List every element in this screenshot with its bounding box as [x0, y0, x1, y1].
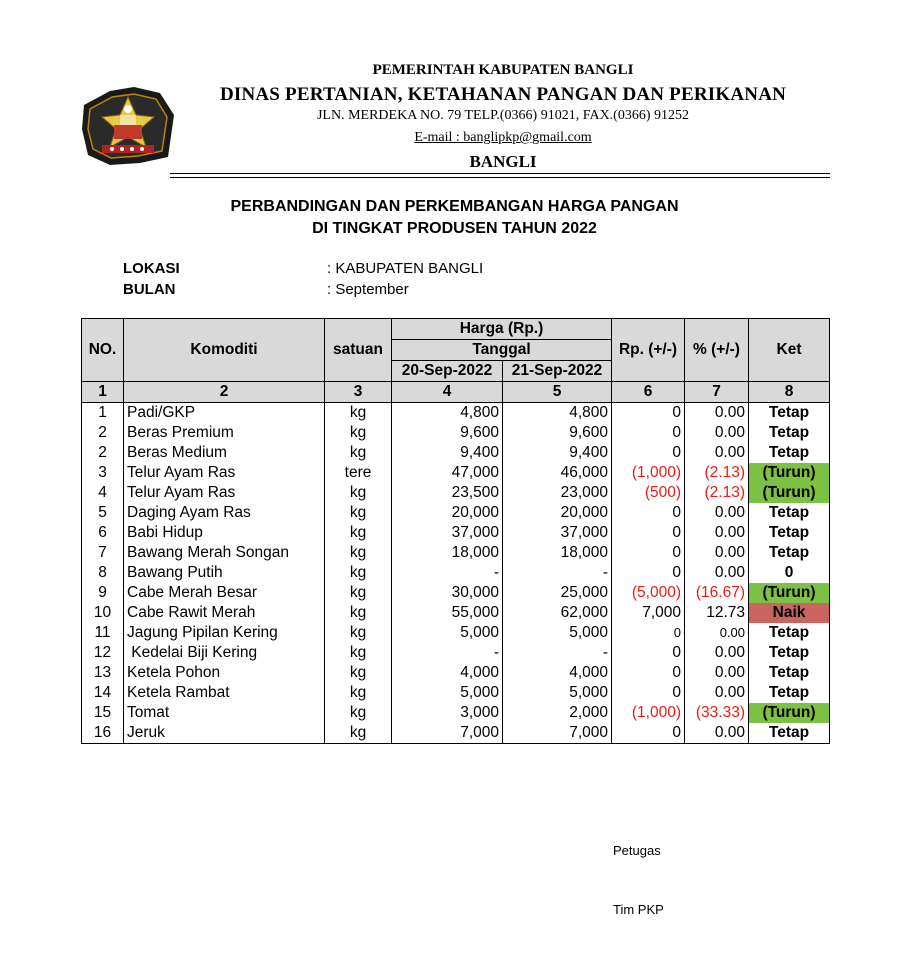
price-date2: 2,000 — [503, 703, 612, 723]
table-row — [82, 663, 830, 683]
price-date2: 20,000 — [503, 503, 612, 523]
price-date2: 9,400 — [503, 443, 612, 463]
unit: kg — [325, 683, 392, 703]
unit: kg — [325, 523, 392, 543]
price-change-rp: 0 — [612, 643, 685, 663]
unit: kg — [325, 583, 392, 603]
status-badge: Tetap — [749, 663, 830, 683]
table-row — [82, 423, 830, 443]
table-row — [82, 563, 830, 583]
status-badge: 0 — [749, 563, 830, 583]
price-date1: 47,000 — [392, 463, 503, 483]
price-date2: 23,000 — [503, 483, 612, 503]
unit: kg — [325, 643, 392, 663]
row-number: 3 — [82, 463, 124, 483]
bulan-value: : September — [327, 281, 409, 298]
commodity-name: Tomat — [124, 703, 325, 723]
price-change-pct: 12.73 — [685, 603, 749, 623]
price-change-pct: (2.13) — [685, 483, 749, 503]
table-row — [82, 483, 830, 503]
row-number: 7 — [82, 543, 124, 563]
price-date1: - — [392, 643, 503, 663]
status-badge: Tetap — [749, 723, 830, 744]
unit: kg — [325, 563, 392, 583]
price-change-pct: 0.00 — [685, 683, 749, 703]
status-badge: Tetap — [749, 423, 830, 443]
status-badge: Tetap — [749, 623, 830, 643]
price-change-pct: 0.00 — [685, 663, 749, 683]
row-number: 11 — [82, 623, 124, 643]
price-date2: 5,000 — [503, 683, 612, 703]
status-badge: Tetap — [749, 643, 830, 663]
header-komoditi: Komoditi — [124, 319, 325, 382]
price-comparison-table — [81, 318, 830, 744]
status-badge: Tetap — [749, 683, 830, 703]
commodity-name: Padi/GKP — [124, 403, 325, 424]
price-date1: 20,000 — [392, 503, 503, 523]
row-number: 2 — [82, 443, 124, 463]
table-row — [82, 643, 830, 663]
price-change-rp: 0 — [612, 723, 685, 744]
table-row — [82, 543, 830, 563]
row-number: 12 — [82, 643, 124, 663]
table-row — [82, 403, 830, 424]
table-row — [82, 583, 830, 603]
unit: tere — [325, 463, 392, 483]
table-row — [82, 683, 830, 703]
price-date1: - — [392, 563, 503, 583]
status-badge: Tetap — [749, 403, 830, 424]
department-name: DINAS PERTANIAN, KETAHANAN PANGAN DAN PERIKANAN — [219, 84, 787, 105]
price-change-rp: 0 — [612, 443, 685, 463]
commodity-name: Daging Ayam Ras — [124, 503, 325, 523]
tim-pkp-label: Tim PKP — [613, 902, 664, 917]
commodity-name: Jagung Pipilan Kering — [124, 623, 325, 643]
table-row — [82, 503, 830, 523]
commodity-name: Cabe Merah Besar — [124, 583, 325, 603]
price-date1: 4,800 — [392, 403, 503, 424]
table-row — [82, 603, 830, 623]
price-change-pct: 0.00 — [685, 503, 749, 523]
header-date1: 20-Sep-2022 — [392, 361, 503, 382]
column-number: 2 — [124, 382, 325, 403]
table-row — [82, 703, 830, 723]
city-name: BANGLI — [469, 152, 537, 171]
lokasi-label: LOKASI — [123, 260, 180, 277]
price-change-pct: 0.00 — [685, 543, 749, 563]
price-date1: 37,000 — [392, 523, 503, 543]
price-date1: 9,600 — [392, 423, 503, 443]
price-change-pct: 0.00 — [685, 723, 749, 744]
price-date2: 46,000 — [503, 463, 612, 483]
status-badge: (Turun) — [749, 463, 830, 483]
unit: kg — [325, 543, 392, 563]
commodity-name: Babi Hidup — [124, 523, 325, 543]
price-date2: 9,600 — [503, 423, 612, 443]
row-number: 8 — [82, 563, 124, 583]
price-change-rp: 0 — [612, 663, 685, 683]
unit: kg — [325, 603, 392, 623]
price-change-rp: (500) — [612, 483, 685, 503]
column-number-row — [82, 382, 830, 403]
letterhead-divider-thin — [170, 177, 830, 178]
report-title-line1: PERBANDINGAN DAN PERKEMBANGAN HARGA PANGAN — [230, 198, 679, 215]
row-number: 10 — [82, 603, 124, 623]
price-date1: 4,000 — [392, 663, 503, 683]
column-number: 1 — [82, 382, 124, 403]
price-date1: 55,000 — [392, 603, 503, 623]
row-number: 6 — [82, 523, 124, 543]
price-change-rp: (5,000) — [612, 583, 685, 603]
unit: kg — [325, 443, 392, 463]
price-change-rp: 0 — [612, 543, 685, 563]
table-row — [82, 463, 830, 483]
commodity-name: Ketela Rambat — [124, 683, 325, 703]
row-number: 13 — [82, 663, 124, 683]
price-date1: 3,000 — [392, 703, 503, 723]
price-change-rp: 0 — [612, 563, 685, 583]
unit: kg — [325, 663, 392, 683]
table-row — [82, 523, 830, 543]
price-change-pct: 0.00 — [685, 523, 749, 543]
commodity-name: Telur Ayam Ras — [124, 463, 325, 483]
status-badge: (Turun) — [749, 583, 830, 603]
price-change-pct: 0.00 — [685, 443, 749, 463]
status-badge: Tetap — [749, 503, 830, 523]
commodity-name: Cabe Rawit Merah — [124, 603, 325, 623]
commodity-name: Beras Premium — [124, 423, 325, 443]
price-date1: 5,000 — [392, 623, 503, 643]
commodity-name: Bawang Merah Songan — [124, 543, 325, 563]
price-change-pct: 0.00 — [685, 563, 749, 583]
row-number: 15 — [82, 703, 124, 723]
price-change-rp: 0 — [612, 683, 685, 703]
table-row — [82, 723, 830, 744]
status-badge: (Turun) — [749, 483, 830, 503]
header-harga: Harga (Rp.) — [392, 319, 612, 340]
column-number: 8 — [749, 382, 830, 403]
status-badge: Naik — [749, 603, 830, 623]
header-date2: 21-Sep-2022 — [503, 361, 612, 382]
column-number: 4 — [392, 382, 503, 403]
price-change-pct: (33.33) — [685, 703, 749, 723]
status-badge: Tetap — [749, 543, 830, 563]
table-body — [82, 403, 830, 744]
price-change-pct: 0.00 — [685, 643, 749, 663]
letterhead — [80, 0, 830, 180]
table-row — [82, 623, 830, 643]
commodity-name: Kedelai Biji Kering — [124, 643, 325, 663]
commodity-name: Bawang Putih — [124, 563, 325, 583]
price-change-rp: 0 — [612, 523, 685, 543]
price-change-pct: 0.00 — [685, 403, 749, 424]
column-number: 6 — [612, 382, 685, 403]
unit: kg — [325, 723, 392, 744]
header-pct-change: % (+/-) — [685, 319, 749, 382]
unit: kg — [325, 483, 392, 503]
column-number: 5 — [503, 382, 612, 403]
header-rp-change: Rp. (+/-) — [612, 319, 685, 382]
price-change-rp: 0 — [612, 423, 685, 443]
office-address: JLN. MERDEKA NO. 79 TELP.(0366) 91021, FAX.(0366) 91252 — [316, 108, 690, 123]
price-change-pct: 0.00 — [685, 423, 749, 443]
commodity-name: Jeruk — [124, 723, 325, 744]
price-date2: 18,000 — [503, 543, 612, 563]
row-number: 14 — [82, 683, 124, 703]
column-number: 7 — [685, 382, 749, 403]
email-text: E-mail : banglipkp@gmail.com — [414, 130, 592, 145]
price-date2: - — [503, 563, 612, 583]
header-satuan: satuan — [325, 319, 392, 382]
commodity-name: Telur Ayam Ras — [124, 483, 325, 503]
unit: kg — [325, 403, 392, 424]
price-date1: 18,000 — [392, 543, 503, 563]
price-date1: 30,000 — [392, 583, 503, 603]
price-date1: 9,400 — [392, 443, 503, 463]
row-number: 2 — [82, 423, 124, 443]
price-date1: 7,000 — [392, 723, 503, 744]
price-change-rp: (1,000) — [612, 703, 685, 723]
status-badge: (Turun) — [749, 703, 830, 723]
price-change-pct: (2.13) — [685, 463, 749, 483]
bangli-regency-emblem-icon — [80, 85, 176, 165]
row-number: 1 — [82, 403, 124, 424]
report-title-line2: DI TINGKAT PRODUSEN TAHUN 2022 — [312, 220, 597, 237]
price-change-pct: 0.00 — [685, 623, 749, 643]
column-number: 3 — [325, 382, 392, 403]
price-change-rp: 0 — [612, 503, 685, 523]
row-number: 9 — [82, 583, 124, 603]
commodity-name: Beras Medium — [124, 443, 325, 463]
price-change-rp: 0 — [612, 623, 685, 643]
price-date2: 5,000 — [503, 623, 612, 643]
price-date2: 25,000 — [503, 583, 612, 603]
price-change-rp: 7,000 — [612, 603, 685, 623]
row-number: 4 — [82, 483, 124, 503]
price-date2: 4,000 — [503, 663, 612, 683]
lokasi-value: : KABUPATEN BANGLI — [327, 260, 484, 277]
unit: kg — [325, 703, 392, 723]
row-number: 5 — [82, 503, 124, 523]
letterhead-divider-thick — [170, 173, 830, 174]
unit: kg — [325, 503, 392, 523]
unit: kg — [325, 623, 392, 643]
price-date1: 5,000 — [392, 683, 503, 703]
office-email — [176, 130, 830, 146]
table-header — [82, 319, 830, 403]
status-badge: Tetap — [749, 443, 830, 463]
header-ket: Ket — [749, 319, 830, 382]
price-change-rp: 0 — [612, 403, 685, 424]
status-badge: Tetap — [749, 523, 830, 543]
price-date2: 62,000 — [503, 603, 612, 623]
price-date1: 23,500 — [392, 483, 503, 503]
petugas-label: Petugas — [613, 843, 661, 858]
government-name: PEMERINTAH KABUPATEN BANGLI — [372, 62, 634, 78]
price-date2: - — [503, 643, 612, 663]
unit: kg — [325, 423, 392, 443]
price-change-pct: (16.67) — [685, 583, 749, 603]
table-row — [82, 443, 830, 463]
price-change-rp: (1,000) — [612, 463, 685, 483]
commodity-name: Ketela Pohon — [124, 663, 325, 683]
price-date2: 4,800 — [503, 403, 612, 424]
header-no: NO. — [82, 319, 124, 382]
price-date2: 37,000 — [503, 523, 612, 543]
row-number: 16 — [82, 723, 124, 744]
bulan-label: BULAN — [123, 281, 176, 298]
price-date2: 7,000 — [503, 723, 612, 744]
header-tanggal: Tanggal — [392, 340, 612, 361]
